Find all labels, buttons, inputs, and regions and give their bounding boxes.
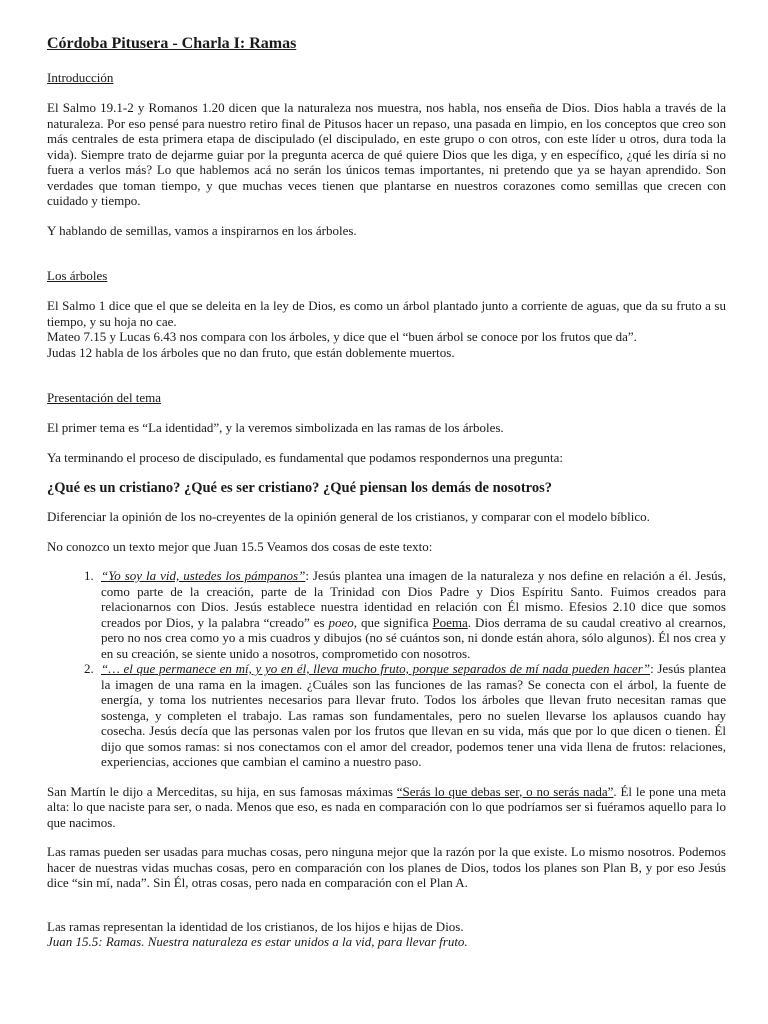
closing-paragraph-4: Juan 15.5: Ramas. Nuestra naturaleza es estar unidos a la vid, para llevar fruto. [47, 934, 468, 949]
numbered-points-list [47, 568, 726, 770]
point-1-text-a: : Jesús plantea una imagen de la naturaleza y nos define en relación a él. Jesús, como parte de la creación, parte de la Trinidad con Dios Padre y Dios Espíritu Santo. Fuimos creados para relacionarnos con Dios. Jesús establece nuestra identidad en relación con Él mismo. Efesios 2.10 dice que somos creados por Dios, y la palabra “creado” es [101, 568, 726, 630]
san-martin-quote: “Serás lo que debas ser, o no serás nada” [396, 783, 614, 799]
key-question: ¿Qué es un cristiano? ¿Qué es ser cristiano? ¿Qué piensan los demás de nosotros? [47, 480, 552, 496]
trees-line-2: Mateo 7.15 y Lucas 6.43 nos compara con los árboles, y dice que el “buen árbol se conoce por los frutos que da”. [47, 329, 637, 344]
point-2-quote: “… el que permanece en mí, y yo en él, lleva mucho fruto, porque separados de mí nada pueden hacer” [101, 661, 651, 676]
point-1-text-b: , que significa [353, 614, 433, 630]
topic-paragraph-1: El primer tema es “La identidad”, y la veremos simbolizada en las ramas de los árboles. [47, 420, 504, 435]
intro-heading: Introducción [47, 70, 114, 85]
closing-paragraph-3: Las ramas representan la identidad de los cristianos, de los hijos e hijas de Dios. [47, 918, 464, 934]
topic-heading: Presentación del tema [47, 390, 162, 405]
closing-paragraph-1-a: San Martín le dijo a Merceditas, su hija, en sus famosas máximas [47, 783, 397, 799]
intro-paragraph-2: Y hablando de semillas, vamos a inspirarnos en los árboles. [47, 222, 357, 238]
point-1-quote: “Yo soy la vid, ustedes los pámpanos” [101, 568, 306, 583]
point-1-word-poema: Poema [432, 614, 468, 630]
closing-paragraph-2: Las ramas pueden ser usadas para muchas cosas, pero ninguna mejor que la razón por la que existe. Lo mismo nosotros. Podemos hacer de nuestras vidas muchas cosas, pero en comparación con los planes de Dios, todos los planes son Plan B, y por eso Jesús dice “sin mí, nada”. Sin Él, otras cosas, pero nada en comparación con el Plan A. [47, 844, 726, 890]
topic-paragraph-3: Diferenciar la opinión de los no-creyentes de la opinión general de los cristianos, y comparar con el modelo bíblico. [47, 509, 650, 524]
trees-line-1: El Salmo 1 dice que el que se deleita en la ley de Dios, es como un árbol plantado junto a corriente de aguas, que da su fruto a su tiempo, y su hoja no cae. [47, 298, 726, 329]
point-2-text: : Jesús plantea la imagen de una rama en la imagen. ¿Cuáles son las funciones de las ramas? Se conecta con el árbol, la fuente de energía, y toma los nutrientes necesarios para llevar fruto. Todos los árboles que llevan fruto necesitan ramas que sostenga, y completen el trabajo. Las ramas son fundamentales, pero no suelen llevarse los aplausos cuando hay cosecha. Jesús decía que las personas valen por los frutos que llevan en su vida, más que por lo que dicen o tienen. Él dijo que somos ramas: si nos conectamos con el amor del creador, podemos tener una vida llena de frutos: relaciones, experiencias, acciones que cambian el camino a nuestro paso. [101, 661, 726, 769]
closing-paragraph-1 [47, 784, 726, 831]
point-1-word-poeo: poeo [328, 614, 354, 630]
closing-paragraph-1-b: . Él le pone una meta alta: lo que naciste para ser, o nada. Menos que eso, es nada en comparación con lo que podríamos ser si fuéramos aquello para lo que nacimos. [47, 783, 726, 830]
point-1-text-c: . Dios derrama de su caudal creativo al crearnos, pero no nos crea como yo a mis cuadros y dibujos (no sé cuántos son, ni donde están ahora, sólo algunos). Él nos crea y en su creación, se siente unido a nosotros, comprometido con nosotros. [101, 614, 726, 661]
list-item [97, 661, 726, 770]
topic-paragraph-2: Ya terminando el proceso de discipulado, es fundamental que podamos respondernos una pregunta: [47, 449, 564, 465]
trees-line-3: Judas 12 habla de los árboles que no dan fruto, que están doblemente muertos. [47, 344, 455, 360]
list-item [97, 568, 726, 661]
intro-paragraph-1: El Salmo 19.1-2 y Romanos 1.20 dicen que la naturaleza nos muestra, nos habla, nos enseña de Dios. Dios habla a través de la naturaleza. Por eso pensé para nuestro retiro final de Pitusos hacer un repaso, una pasada en limpio, en los conceptos que creo son más centrales de esta primera etapa de discipulado (el discipulado, en este grupo o con otros, con este líder u otros, dura toda la vida). Siempre trato de dejarme guiar por la pregunta acerca de qué quiere Dios que les diga, y en específico, ¿qué les diría si no fuera a verlos más? Lo que hablemos acá no serán los únicos temas importantes, ni pretendo que ya se hayan aprendido. Son verdades que toman tiempo, y que muchas veces tienen que plantarse en nuestros corazones como semillas que crecen con cuidado y tiempo. [47, 100, 726, 208]
document-title: Córdoba Pitusera - Charla I: Ramas [47, 35, 297, 52]
trees-heading: Los árboles [47, 268, 108, 283]
topic-paragraph-4: No conozco un texto mejor que Juan 15.5 Veamos dos cosas de este texto: [47, 538, 433, 554]
